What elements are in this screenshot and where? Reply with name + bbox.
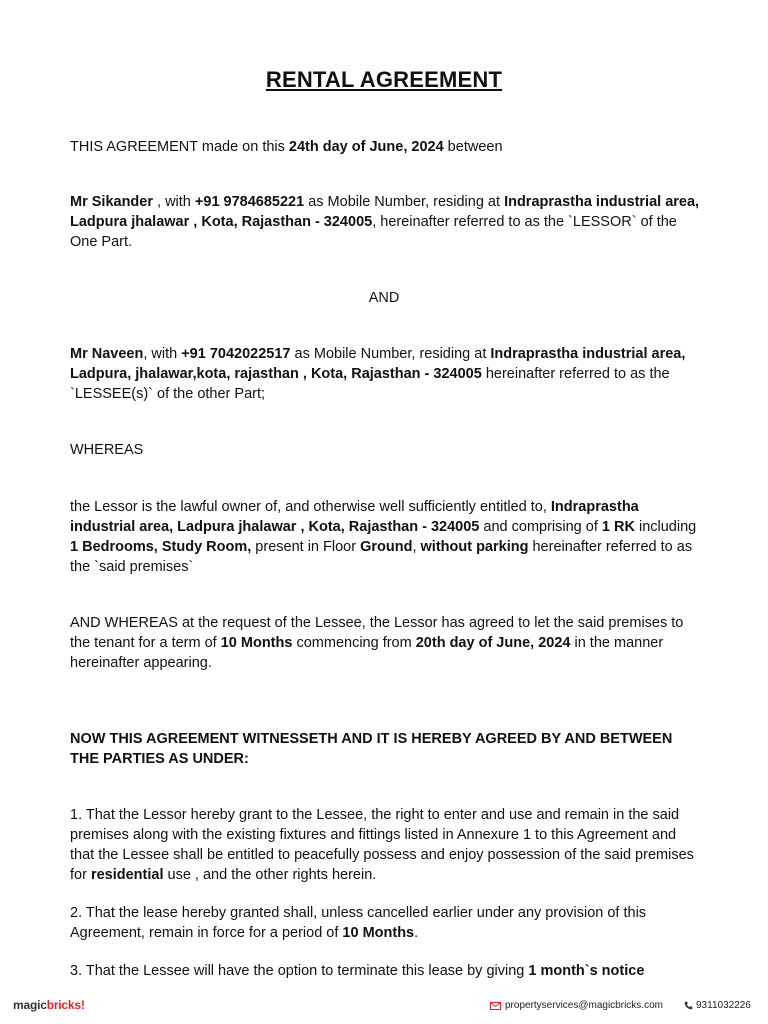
lease-start-date: 20th day of June, 2024 [415, 635, 571, 651]
clause-3-text: 3. That the Lessee will have the option to terminate this lease by giving [70, 963, 529, 979]
clause-1-use: residential [90, 867, 164, 883]
intro-text-end: between [443, 139, 503, 155]
logo-text-accent: bricks [46, 998, 81, 1012]
and-whereas-paragraph [70, 613, 700, 673]
lessor-address: Indraprastha industrial area, Ladpura jhalawar , Kota, Rajasthan - 324005 [70, 194, 700, 230]
premises-text-6: hereinafter referred to as the `said premises` [70, 539, 693, 575]
lessor-phone: +91 9784685221 [194, 194, 305, 210]
agreement-date: 24th day of June, 2024 [288, 139, 444, 155]
lessor-text-3: , hereinafter referred to as the `LESSOR` of the One Part. [70, 214, 677, 250]
premises-rooms: 1 Bedrooms, Study Room, [70, 539, 252, 555]
lessee-text-1: , with [143, 346, 182, 362]
intro-text: THIS AGREEMENT made on this [70, 139, 289, 155]
lessee-text-3: hereinafter referred to as the `LESSEE(s)` of the other Part; [70, 366, 670, 402]
premises-parking: without parking [420, 539, 529, 555]
and-separator: AND [368, 290, 400, 306]
premises-text-3: including [634, 519, 697, 535]
clause-1-text: 1. That the Lessor hereby grant to the Lessee, the right to enter and use and remain in the said premises along with the existing fixtures and fittings listed in Annexure 1 to this Agreement and that the Lessee shall be entitled to peacefully possess and enjoy possession of the said premises for [70, 807, 694, 883]
footer-email [490, 1000, 663, 1011]
clause-1 [70, 805, 700, 885]
and-whereas-text-1: AND WHEREAS at the request of the Lessee, the Lessor has agreed to let the said premises to the tenant for a term of [70, 615, 684, 651]
lessor-name: Mr Sikander [70, 194, 153, 210]
clause-2-text-end: . [414, 925, 419, 941]
lessee-name: Mr Naveen [70, 346, 144, 362]
footer-phone-text: 9311032226 [696, 1000, 751, 1011]
whereas-heading: WHEREAS [70, 442, 144, 458]
clause-3-notice: 1 month`s notice [528, 963, 645, 979]
clause-1-text-end: use , and the other rights herein. [163, 867, 377, 883]
document-title: RENTAL AGREEMENT [265, 67, 503, 92]
phone-icon [684, 1001, 693, 1010]
logo-text-main: magic [13, 998, 47, 1012]
lease-term: 10 Months [220, 635, 293, 651]
premises-text-1: the Lessor is the lawful owner of, and otherwise well sufficiently entitled to, [70, 499, 551, 515]
lessor-paragraph [70, 192, 700, 252]
intro-paragraph [70, 137, 700, 157]
and-whereas-text-3: in the manner hereinafter appearing. [70, 635, 664, 671]
clause-2-term: 10 Months [342, 925, 415, 941]
premises-text-4: present in Floor [251, 539, 361, 555]
lessee-text-2: as Mobile Number, residing at [290, 346, 491, 362]
magicbricks-logo [13, 998, 85, 1012]
and-whereas-text-2: commencing from [292, 635, 416, 651]
lessee-address: Indraprastha industrial area, Ladpura, jhalawar,kota, rajasthan , Kota, Rajasthan - 324005 [70, 346, 686, 382]
premises-text-2: and comprising of [479, 519, 602, 535]
lessee-paragraph [70, 344, 700, 404]
clause-2-text: 2. That the lease hereby granted shall, unless cancelled earlier under any provision of this Agreement, remain in force for a period of [70, 905, 647, 941]
lessor-text-2: as Mobile Number, residing at [304, 194, 505, 210]
logo-mark: ! [80, 998, 85, 1012]
premises-type: 1 RK [601, 519, 635, 535]
lessor-text-1: , with [153, 194, 195, 210]
footer-phone [684, 1000, 751, 1011]
lessee-phone: +91 7042022517 [181, 346, 291, 362]
clause-3 [70, 961, 700, 981]
envelope-icon [490, 1002, 501, 1010]
footer-email-text: propertyservices@magicbricks.com [505, 1000, 663, 1011]
premises-address: Indraprastha industrial area, Ladpura jhalawar , Kota, Rajasthan - 324005 [70, 499, 639, 535]
page-footer [0, 990, 768, 1024]
premises-floor: Ground [360, 539, 413, 555]
clause-2 [70, 903, 700, 943]
premises-paragraph [70, 497, 700, 577]
witnesseth-heading: NOW THIS AGREEMENT WITNESSETH AND IT IS HEREBY AGREED BY AND BETWEEN THE PARTIES AS UNDER: [70, 731, 673, 767]
premises-text-5: , [412, 539, 421, 555]
